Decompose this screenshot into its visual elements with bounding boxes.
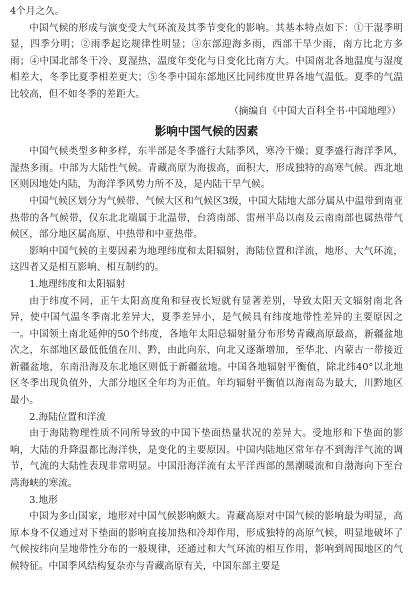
body-paragraph: 影响中国气候的主要因素为地理纬度和太阳辐射，海陆位置和洋流，地形、大气环流，这四者又是相互影响、相互制约的。 [10,245,403,274]
body-paragraph: 由于纬度不同，正午太阳高度角和昼夜长短就有显著差别，导致太阳天文辐射南北各异，使中国气温冬季南北差异大，夏季差异小，是气候具有纬度地带性差异的主要原因之一。中国领土南北延伸的50个纬度，各地年太阳总辐射量分布形势青藏高原最高，新疆盆地次之，东部地区最低低值在川、黔，由此向东、向北又逐渐增加，至华北、内蒙古一带接近新疆盆地，东南沿海及东北地区则低于新疆盆地。中国各地辐射平衡值，除北纬40°以北地区冬季出现负值外，大部分地区全年均为正值。年均辐射平衡值以海南岛为最大，川黔地区最小。 [10,295,403,407]
subsection-heading: 1.地理纬度和太阳辐射 [29,278,126,290]
body-paragraph: 中国气候的形成与演变受大气环流及其季节变化的影响。其基本特点如下：①干湿季明显，四季分明；②雨季起讫规律性明显；③东部迎海多雨，西部干旱少雨，南方比北方多雨；④中国北部冬干冷、夏湿热，温度年变化与日变化比南方大。中国南北各地温度与湿度相差大，冬季比夏季相差更大；⑤冬季中国东部地区比同纬度世界各地气温低。夏季的气温比较高，但不如冬季的差距大。 [10,22,403,100]
subsection-heading: 3.地形 [29,494,58,506]
body-paragraph: 中国气候类型多种多样，东半部是冬季盛行大陆季风，寒冷干燥；夏季盛行海洋季风，湿热多雨。中部为大陆性气候。青藏高原为海拔高，面积大，形成独特的高寒气候。西北地区则因地处内陆，为海洋季风势力所不及，是内陆干旱气候。 [10,146,403,191]
body-paragraph: 由于海陆物理性质不同所导致的中国下垫面热量状况的差异大。受地形和下垫面的影响，大陆的升降温都比海洋快，是变化的主要原因。中国内陆地区常年存不到海洋气流的调节，气流的大陆性表现非常明显。中国沿海洋流有太平洋西部的黑潮暖流和自渤海向下至台湾海峡的寒流。 [10,428,403,490]
source-citation: （摘编自《中国大百科全书·中国地理》） [229,105,401,117]
section-title: 影响中国气候的因素 [154,124,259,139]
body-paragraph: 中国为多山国家，地形对中国气候影响颇大。青藏高原对中国气候的影响最为明显，高原本身不仅通过对下垫面的影响直接加热和冷却作用，形成独特的高原气候，明显地破坏了气候按纬向呈地带性分布的一般规律，还通过和大气环流的相互作用，影响到周围地区的气候特征。中国季风结构复杂亦与青藏高原有关，中国东部主要是 [10,511,403,572]
body-paragraph: 中国气候区划分为气候带、气候大区和气候区3级，中国大陆地大部分属从中温带到南亚热带的各气候带，仅东北北端属于北温带，台湾南部、雷州半岛以南及云南南部也属热带气候区，部分地区属高原、中热带和中亚热带。 [10,195,403,241]
subsection-heading: 2.海陆位置和洋流 [29,411,106,423]
body-paragraph: 4个月之久。 [10,6,65,17]
